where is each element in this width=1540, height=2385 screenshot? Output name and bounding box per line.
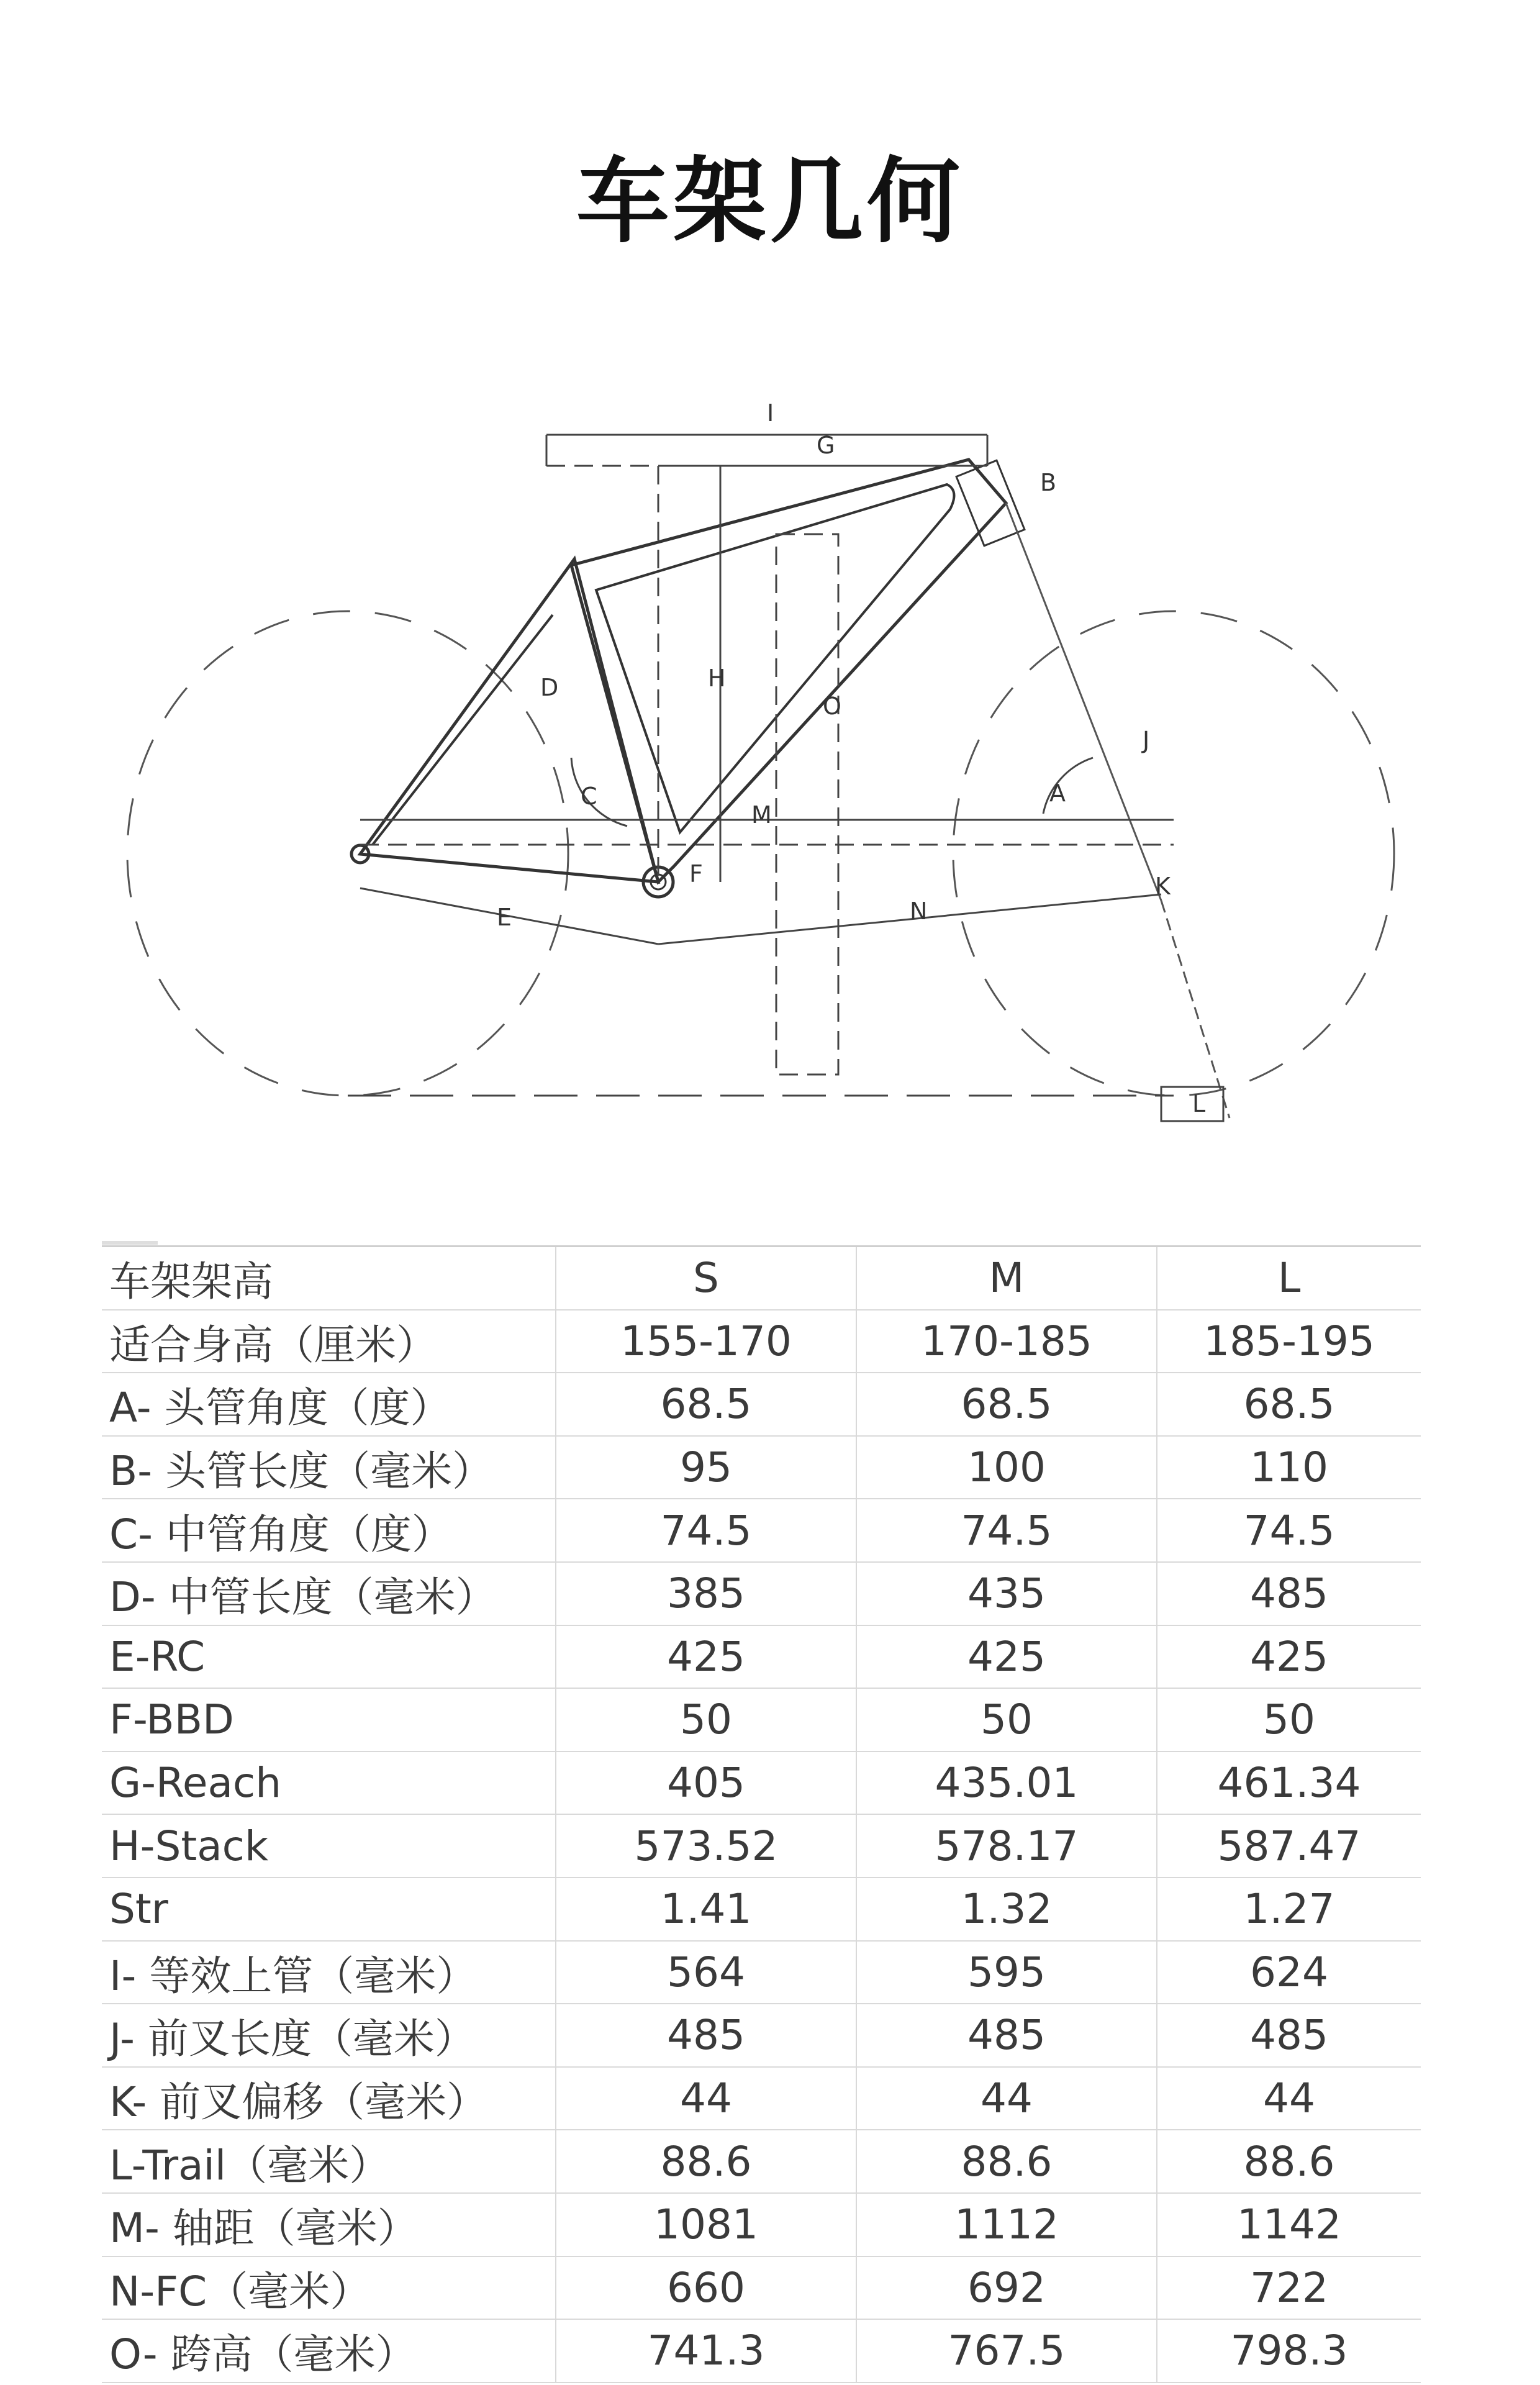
header-size-m: M: [856, 1247, 1157, 1310]
label-M: M: [751, 801, 772, 829]
table-row: [102, 1562, 1421, 1625]
row-label: L-Trail（毫米）: [102, 2130, 556, 2193]
cell-l: 425: [1157, 1625, 1421, 1689]
row-label: A- 头管角度（度）: [102, 1373, 556, 1436]
table-row: [102, 1499, 1421, 1562]
cell-s: 1081: [556, 2193, 856, 2256]
label-L: L: [1192, 1090, 1206, 1117]
table-row: [102, 1688, 1421, 1751]
table-header-row: [102, 1247, 1421, 1310]
label-E: E: [497, 904, 512, 931]
header-label: 车架架高: [102, 1247, 556, 1310]
row-label: O- 跨高（毫米）: [102, 2319, 556, 2383]
cell-m: 578.17: [856, 1814, 1157, 1878]
table-row: [102, 2193, 1421, 2256]
cell-s: 88.6: [556, 2130, 856, 2193]
cell-l: 587.47: [1157, 1814, 1421, 1878]
row-label: N-FC（毫米）: [102, 2256, 556, 2320]
label-J: J: [1143, 727, 1150, 754]
cell-m: 88.6: [856, 2130, 1157, 2193]
cell-l: 1142: [1157, 2193, 1421, 2256]
cell-s: 155-170: [556, 1310, 856, 1373]
cell-s: 95: [556, 1436, 856, 1499]
table-row: [102, 1814, 1421, 1878]
cell-l: 461.34: [1157, 1751, 1421, 1815]
table-row: [102, 1751, 1421, 1815]
cell-l: 185-195: [1157, 1310, 1421, 1373]
table-row: [102, 1436, 1421, 1499]
cell-s: 385: [556, 1562, 856, 1625]
cell-s: 564: [556, 1941, 856, 2004]
row-label: G-Reach: [102, 1751, 556, 1815]
row-label: K- 前叉偏移（毫米）: [102, 2067, 556, 2130]
row-label: H-Stack: [102, 1814, 556, 1878]
cell-s: 405: [556, 1751, 856, 1815]
cell-s: 425: [556, 1625, 856, 1689]
table-row: [102, 2256, 1421, 2320]
label-I: I: [767, 399, 774, 427]
cell-l: 68.5: [1157, 1373, 1421, 1436]
label-K: K: [1155, 873, 1171, 900]
cell-l: 110: [1157, 1436, 1421, 1499]
cell-s: 741.3: [556, 2319, 856, 2383]
table-row: [102, 2067, 1421, 2130]
geometry-table: [102, 1245, 1421, 2383]
cell-m: 435.01: [856, 1751, 1157, 1815]
cell-s: 50: [556, 1688, 856, 1751]
row-label: E-RC: [102, 1625, 556, 1689]
label-H: H: [708, 665, 726, 692]
cell-m: 100: [856, 1436, 1157, 1499]
table-row: [102, 1941, 1421, 2004]
header-size-l: L: [1157, 1247, 1421, 1310]
row-label: J- 前叉长度（毫米）: [102, 2004, 556, 2067]
frame-geometry-diagram: [0, 348, 1540, 1192]
cell-l: 485: [1157, 1562, 1421, 1625]
row-label: M- 轴距（毫米）: [102, 2193, 556, 2256]
frame-outline: [571, 460, 1006, 882]
label-D: D: [540, 674, 559, 701]
row-label: 适合身高（厘米）: [102, 1310, 556, 1373]
cell-m: 50: [856, 1688, 1157, 1751]
cell-m: 425: [856, 1625, 1157, 1689]
cell-s: 485: [556, 2004, 856, 2067]
table-row: [102, 2130, 1421, 2193]
front-wheel: [953, 611, 1394, 1096]
row-label: B- 头管长度（毫米）: [102, 1436, 556, 1499]
label-C: C: [581, 783, 597, 810]
cell-s: 74.5: [556, 1499, 856, 1562]
cell-s: 1.41: [556, 1878, 856, 1941]
cell-m: 44: [856, 2067, 1157, 2130]
row-label: F-BBD: [102, 1688, 556, 1751]
table-top-accent: [102, 1241, 158, 1245]
cell-m: 435: [856, 1562, 1157, 1625]
cell-m: 595: [856, 1941, 1157, 2004]
label-O: O: [823, 693, 841, 720]
table-row: [102, 2319, 1421, 2383]
header-size-s: S: [556, 1247, 856, 1310]
label-A: A: [1049, 779, 1066, 807]
label-G: G: [817, 432, 835, 459]
row-label: D- 中管长度（毫米）: [102, 1562, 556, 1625]
cell-m: 767.5: [856, 2319, 1157, 2383]
cell-l: 74.5: [1157, 1499, 1421, 1562]
cell-l: 485: [1157, 2004, 1421, 2067]
table-row: [102, 1310, 1421, 1373]
cell-s: 573.52: [556, 1814, 856, 1878]
cell-l: 722: [1157, 2256, 1421, 2320]
cell-s: 68.5: [556, 1373, 856, 1436]
cell-m: 485: [856, 2004, 1157, 2067]
page-title: 车架几何: [576, 148, 964, 256]
cell-l: 1.27: [1157, 1878, 1421, 1941]
rear-wheel: [127, 611, 568, 1096]
table-row: [102, 1373, 1421, 1436]
cell-m: 692: [856, 2256, 1157, 2320]
cell-l: 50: [1157, 1688, 1421, 1751]
cell-m: 68.5: [856, 1373, 1157, 1436]
cell-l: 624: [1157, 1941, 1421, 2004]
label-N: N: [910, 897, 928, 925]
cell-m: 1.32: [856, 1878, 1157, 1941]
cell-s: 44: [556, 2067, 856, 2130]
label-B: B: [1040, 469, 1057, 496]
cell-l: 44: [1157, 2067, 1421, 2130]
row-label: I- 等效上管（毫米）: [102, 1941, 556, 2004]
cell-l: 88.6: [1157, 2130, 1421, 2193]
label-F: F: [689, 860, 703, 888]
cell-s: 660: [556, 2256, 856, 2320]
cell-m: 170-185: [856, 1310, 1157, 1373]
row-label: Str: [102, 1878, 556, 1941]
cell-m: 74.5: [856, 1499, 1157, 1562]
table-row: [102, 2004, 1421, 2067]
table-row: [102, 1878, 1421, 1941]
cell-l: 798.3: [1157, 2319, 1421, 2383]
cell-m: 1112: [856, 2193, 1157, 2256]
table-row: [102, 1625, 1421, 1689]
row-label: C- 中管角度（度）: [102, 1499, 556, 1562]
